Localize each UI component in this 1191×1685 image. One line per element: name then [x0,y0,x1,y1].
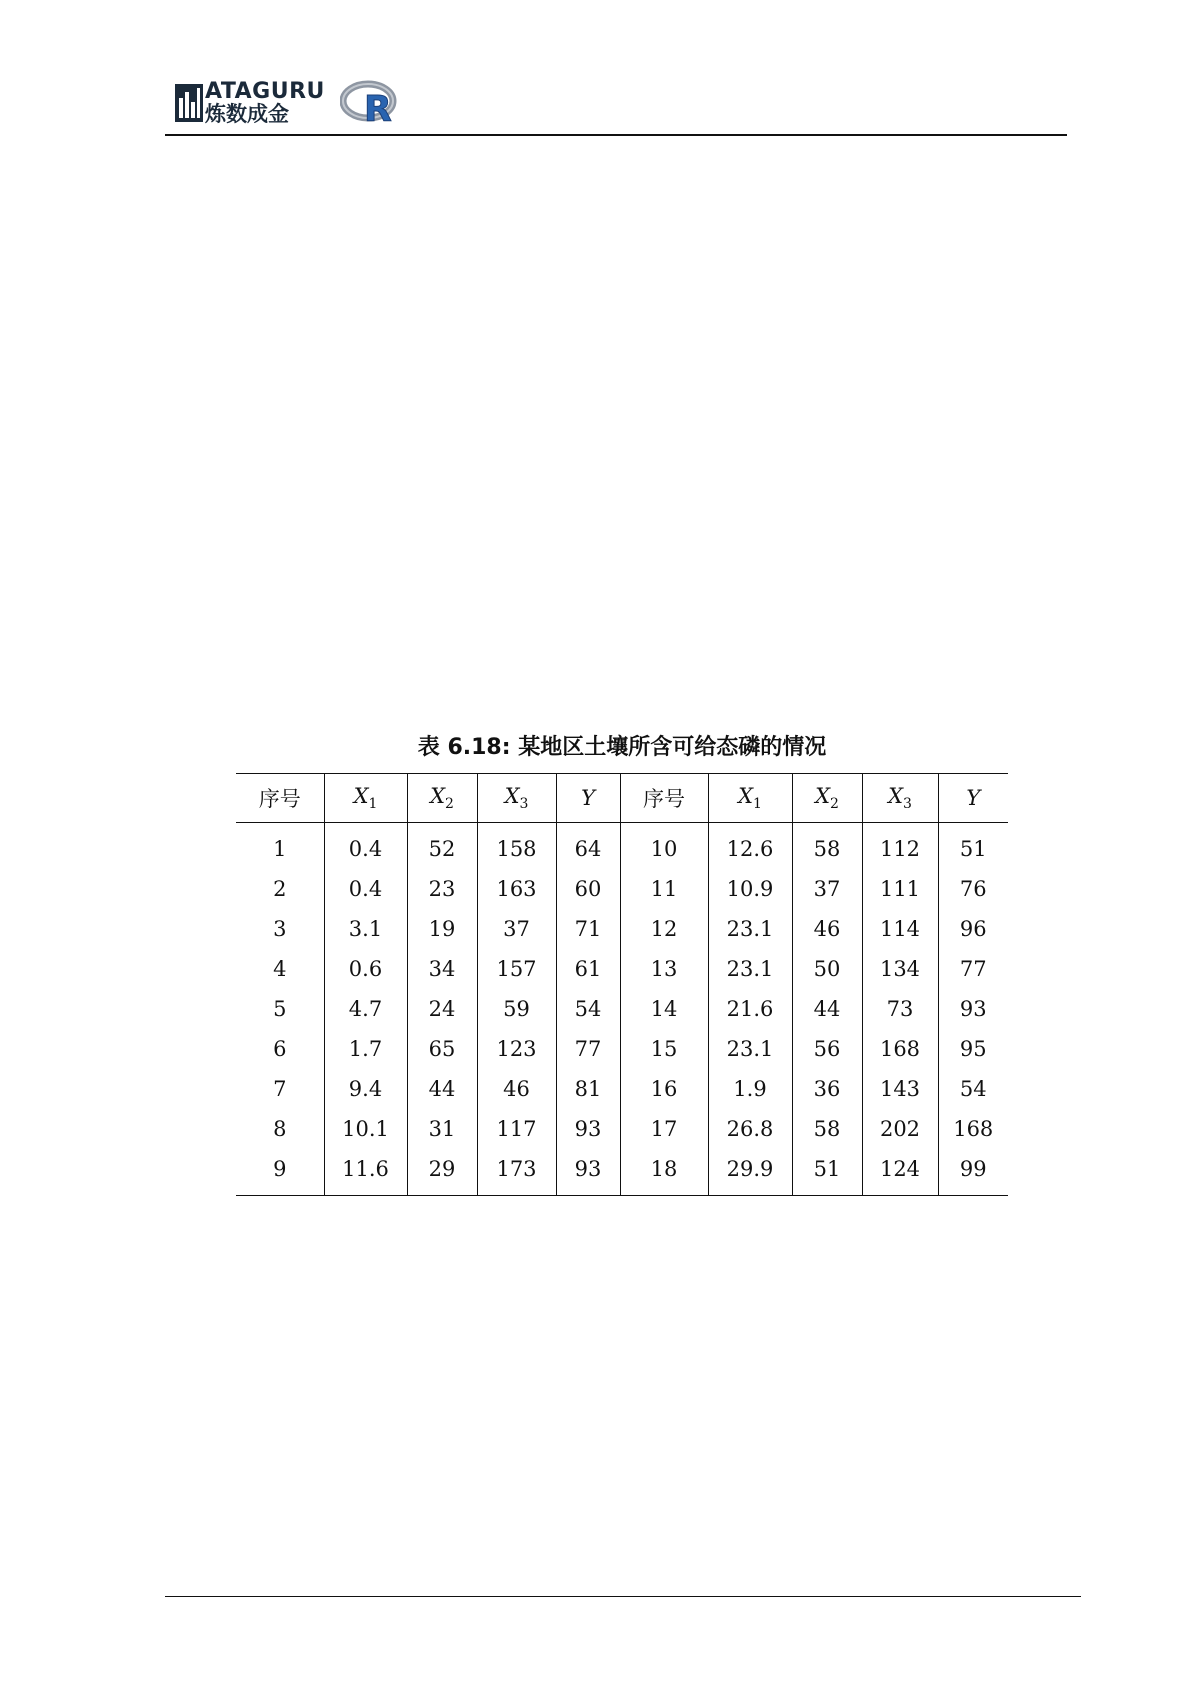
table-cell: 17 [620,1109,708,1149]
table-header-row [236,774,1008,823]
table-cell: 0.4 [324,823,407,870]
table-cell: 0.4 [324,869,407,909]
table-cell: 93 [556,1149,620,1196]
table-cell: 56 [792,1029,862,1069]
table-cell: 1.7 [324,1029,407,1069]
table-cell: 46 [477,1069,556,1109]
table-cell: 11 [620,869,708,909]
table-cell: 12.6 [708,823,792,870]
table-cell: 16 [620,1069,708,1109]
table-body [236,823,1008,1196]
table-cell: 124 [862,1149,938,1196]
table-cell: 114 [862,909,938,949]
table-cell: 4 [273,957,287,981]
table-cell: 23 [407,869,477,909]
table-cell: 1 [273,837,287,861]
footer-divider [165,1596,1081,1597]
table-caption: 表 6.18: 某地区土壤所含可给态磷的情况 [417,735,827,760]
table-cell: 96 [938,909,1008,949]
table-cell: 61 [556,949,620,989]
table-cell: 10.1 [324,1109,407,1149]
table-cell: 50 [792,949,862,989]
table-cell: 3.1 [324,909,407,949]
table-cell: 54 [938,1069,1008,1109]
table-cell: 23.1 [708,1029,792,1069]
table-cell: 6 [273,1037,287,1061]
table-cell: 29.9 [708,1149,792,1196]
table-cell: 134 [862,949,938,989]
table-row [236,949,1008,989]
table-cell: 10.9 [708,869,792,909]
table-cell: 51 [938,823,1008,870]
table-cell: 1.9 [708,1069,792,1109]
table-cell: 24 [407,989,477,1029]
table-row [236,1149,1008,1196]
table-row [236,989,1008,1029]
table-cell: 5 [273,997,287,1021]
table-cell: 9 [273,1157,287,1181]
table-cell: 51 [792,1149,862,1196]
table-cell: 143 [862,1069,938,1109]
table-cell: 173 [477,1149,556,1196]
table-cell: 202 [862,1109,938,1149]
table-cell: 168 [938,1109,1008,1149]
table-cell: 95 [938,1029,1008,1069]
table-cell: 112 [862,823,938,870]
table-row [236,1069,1008,1109]
table-cell: 123 [477,1029,556,1069]
column-header-x2: $X_2$ [407,774,477,823]
table-cell: 23.1 [708,909,792,949]
column-header-x1: $X_1$ [324,774,407,823]
column-header-x3: $X_3$ [862,774,938,823]
r-logo-letter: R [364,89,392,126]
table-cell: 168 [862,1029,938,1069]
table-cell: 7 [273,1077,287,1101]
column-header-x3: $X_3$ [477,774,556,823]
table-cell: 23.1 [708,949,792,989]
table-cell: 12 [620,909,708,949]
table-cell: 36 [792,1069,862,1109]
table-cell: 2 [273,877,287,901]
table-row [236,909,1008,949]
table-cell: 10 [620,823,708,870]
table-cell: 37 [477,909,556,949]
header-divider [165,134,1067,136]
r-logo-icon [340,80,398,126]
table-cell: 58 [792,823,862,870]
table-row [236,1109,1008,1149]
table-cell: 14 [620,989,708,1029]
logo-chinese-wordmark: 炼数成金 [205,102,289,126]
table-cell: 44 [407,1069,477,1109]
column-header-x1: $X_1$ [708,774,792,823]
table-cell: 157 [477,949,556,989]
table-cell: 93 [938,989,1008,1029]
table-cell: 3 [273,917,287,941]
table-cell: 58 [792,1109,862,1149]
table-cell: 93 [556,1109,620,1149]
table-cell: 37 [792,869,862,909]
table-cell: 18 [620,1149,708,1196]
table-cell: 65 [407,1029,477,1069]
table-cell: 34 [407,949,477,989]
table-row [236,869,1008,909]
logo-wordmark: ATAGURU [205,79,325,104]
table-cell: 117 [477,1109,556,1149]
column-header-index: 序号 [258,787,301,811]
table-cell: 8 [273,1117,287,1141]
table-cell: 15 [620,1029,708,1069]
table-cell: 9.4 [324,1069,407,1109]
table-cell: 44 [792,989,862,1029]
table-cell: 52 [407,823,477,870]
table-cell: 26.8 [708,1109,792,1149]
table-cell: 71 [556,909,620,949]
page-header [165,76,1065,132]
table-row [236,823,1008,870]
column-header-x2: $X_2$ [792,774,862,823]
soil-phosphorus-table [236,773,1008,1196]
table-cell: 21.6 [708,989,792,1029]
table-row [236,1029,1008,1069]
table-cell: 76 [938,869,1008,909]
table-cell: 54 [556,989,620,1029]
table-cell: 81 [556,1069,620,1109]
table-cell: 13 [620,949,708,989]
table-cell: 4.7 [324,989,407,1029]
table-cell: 77 [938,949,1008,989]
table-cell: 99 [938,1149,1008,1196]
table-cell: 60 [556,869,620,909]
table-cell: 59 [477,989,556,1029]
table-header [236,774,1008,823]
table-cell: 31 [407,1109,477,1149]
table-cell: 0.6 [324,949,407,989]
dataguru-logo [205,80,350,126]
table-cell: 46 [792,909,862,949]
table-cell: 111 [862,869,938,909]
table-cell: 73 [862,989,938,1029]
column-header-y: Y [938,774,1008,823]
table-cell: 19 [407,909,477,949]
table-cell: 11.6 [324,1149,407,1196]
dataguru-logo-icon [175,84,203,122]
table-cell: 29 [407,1149,477,1196]
table-cell: 158 [477,823,556,870]
column-header-index: 序号 [620,774,708,823]
table-cell: 77 [556,1029,620,1069]
table-cell: 163 [477,869,556,909]
column-header-y: Y [556,774,620,823]
table-cell: 64 [556,823,620,870]
